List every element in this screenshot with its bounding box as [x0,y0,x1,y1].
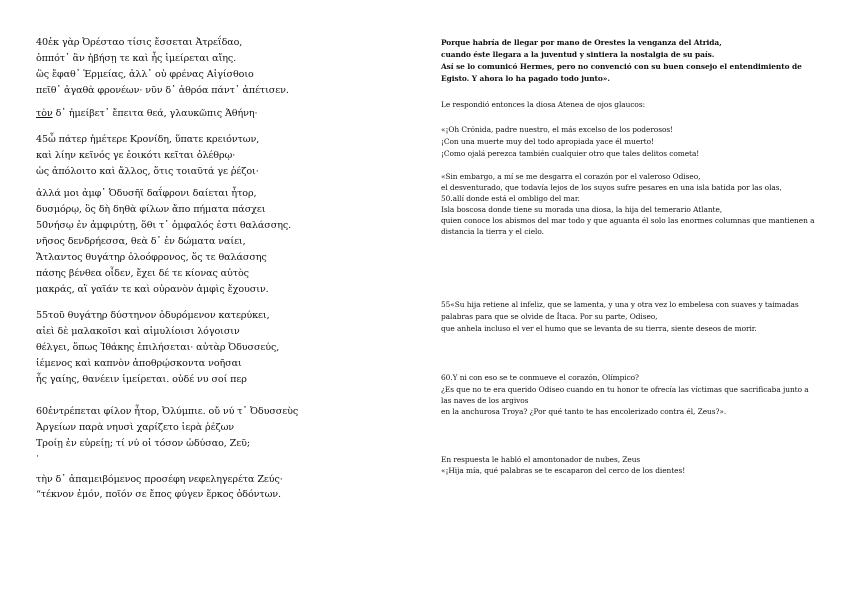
greek-line: Ἀργείων παρὰ νηυσὶ χαρίζετο ἱερὰ ῥέζων [36,422,235,433]
greek-line: αἰεὶ δὲ μαλακοῖσι καὶ αἱμυλίοισι λόγοισιν [36,326,240,337]
greek-line: πεῖθ᾽ ἀγαθὰ φρονέων· νῦν δ᾽ ἁθρόα πάντ᾽ ἀπέτισεν. [36,85,289,96]
spanish-line: quien conoce los abismos del mar todo y que aguanta él solo las enormes columnas que mantienen a [441,216,815,225]
spanish-line: ¡Con una muerte muy del todo apropiada yace él muerto! [441,137,654,146]
greek-line: 60ἐντρέπεται φίλον ἦτορ, Ὀλύμπιε. οὔ νύ τ᾽ Ὀδυσσεὺς [36,406,299,417]
greek-line: μακράς, αἳ γαῖάν τε καὶ οὐρανὸν ἀμφὶς ἔχουσιν. [36,284,269,295]
greek-line: Τροίῃ ἐν εὐρείῃ; τί νύ οἱ τόσον ὠδύσαο, Ζεῦ; [36,438,250,449]
spanish-line: 60.Y ni con eso se te conmueve el corazón, Olímpico? [441,373,639,382]
spanish-line: Porque habría de llegar por mano de Orestes la venganza del Atrida, [441,38,722,47]
spanish-line: Así se lo comunicó Hermes, pero no convenció con su buen consejo el entendimiento de [441,62,802,71]
spanish-line: que anhela incluso el ver el humo que se levanta de su tierra, siente deseos de morir. [441,324,757,333]
spanish-line: «¡Hija mía, qué palabras se te escaparon del cerco de los dientes! [441,466,686,475]
spanish-line: el desventurado, que todavía lejos de los suyos sufre pesares en una isla batida por las olas, [441,183,782,192]
spanish-line: cuando éste llegara a la juventud y sintiera la nostalgia de su país. [441,50,715,59]
greek-line: ὣς ἔφαθ᾽ Ἑρμείας, ἀλλ᾽ οὐ φρένας Αἰγίσθοιο [36,69,254,80]
greek-line: θέλγει, ὅπως Ἰθάκης ἐπιλήσεται· αὐτὰρ Ὀδυσσεύς, [36,342,280,353]
spanish-line: «Sin embargo, a mí se me desgarra el corazón por el valeroso Odiseo, [441,172,701,181]
greek-line: “τέκνον ἐμόν, ποῖόν σε ἔπος φύγεν ἕρκος ὀδόντων. [36,489,281,500]
spanish-line: ¿Es que no te era querido Odiseo cuando en tu honor te ofrecía las víctimas que sacrificaba junto a [441,385,809,394]
greek-line: 40ἐκ γὰρ Ὀρέσταο τίσις ἔσσεται Ἀτρεΐδαο, [36,37,243,48]
greek-line: 50νήσῳ ἐν ἀμφιρύτῃ, ὅθι τ᾽ ὀμφαλός ἐστι θαλάσσης. [36,220,292,231]
greek-line: ἧς γαίης, θανέειν ἱμείρεται. οὐδέ νυ σοί περ [36,374,247,385]
spanish-line: en la anchurosa Troya? ¿Por qué tanto te has encolerizado contra él, Zeus?». [441,407,727,416]
greek-line: τὴν δ᾽ ἀπαμειβόμενος προσέφη νεφεληγερέτα Ζεύς· [36,474,283,485]
greek-line: 55τοῦ θυγάτηρ δύστηνον ὀδυρόμενον κατερύκει, [36,310,270,321]
spanish-line: palabras para que se olvide de Ítaca. Por su parte, Odiseo, [441,312,658,321]
greek-line-rest: δ᾽ ἠμείβετ᾽ ἔπειτα θεά, γλαυκῶπις Ἀθήνη· [52,108,258,119]
greek-line: 45ὦ πάτερ ἡμέτερε Κρονίδη, ὕπατε κρειόντων, [36,134,260,145]
greek-line: καὶ λίην κεῖνός γε ἐοικότι κεῖται ὀλέθρῳ· [36,150,236,161]
spanish-line: ¡Como ojalá perezca también cualquier otro que tales delitos cometa! [441,149,700,158]
spanish-line: «¡Oh Crónida, padre nuestro, el más excelso de los poderosos! [441,125,674,134]
spanish-line: En respuesta le habló el amontonador de nubes, Zeus [441,455,641,464]
spanish-line: Le respondió entonces la diosa Atenea de ojos glaucos: [441,100,646,109]
greek-line: Ἄτλαντος θυγάτηρ ὀλοόφρονος, ὅς τε θαλάσσης [36,252,267,263]
greek-line: ὡς ἀπόλοιτο καὶ ἄλλος, ὅτις τοιαῦτά γε ῥέζοι· [36,166,259,177]
spanish-line: distancia la tierra y el cielo. [441,227,544,236]
greek-line: · [36,451,39,462]
greek-line: ἱέμενος καὶ καπνὸν ἀποθρῴσκοντα νοῆσαι [36,358,242,369]
spanish-line: Egisto. Y ahora lo ha pagado todo junto». [441,74,610,83]
greek-underlined-word: τὸν [36,108,53,119]
greek-line: πάσης βένθεα οἶδεν, ἔχει δέ τε κίονας αὐτὸς [36,268,249,279]
greek-line [36,109,257,119]
greek-line: ὁππότ᾽ ἂν ἡβήσῃ τε καὶ ἧς ἱμείρεται αἴης. [36,53,237,64]
greek-line: ἀλλά μοι ἀμφ᾽ Ὀδυσῆϊ δαΐφρονι δαίεται ἦτορ, [36,188,257,199]
spanish-line: 50.allí donde está el ombligo del mar. [441,194,580,203]
spanish-line: 55«Su hija retiene al infeliz, que se lamenta, y una y otra vez lo embelesa con suaves y taimadas [441,300,799,309]
greek-line: νῆσος δενδρήεσσα, θεὰ δ᾽ ἐν δώματα ναίει, [36,236,246,247]
spanish-line: las naves de los argivos [441,396,529,405]
spanish-line: Isla boscosa donde tiene su morada una diosa, la hija del temerario Atlante, [441,205,723,214]
greek-line: δυσμόρῳ, ὃς δὴ δηθὰ φίλων ἄπο πήματα πάσχει [36,204,266,215]
